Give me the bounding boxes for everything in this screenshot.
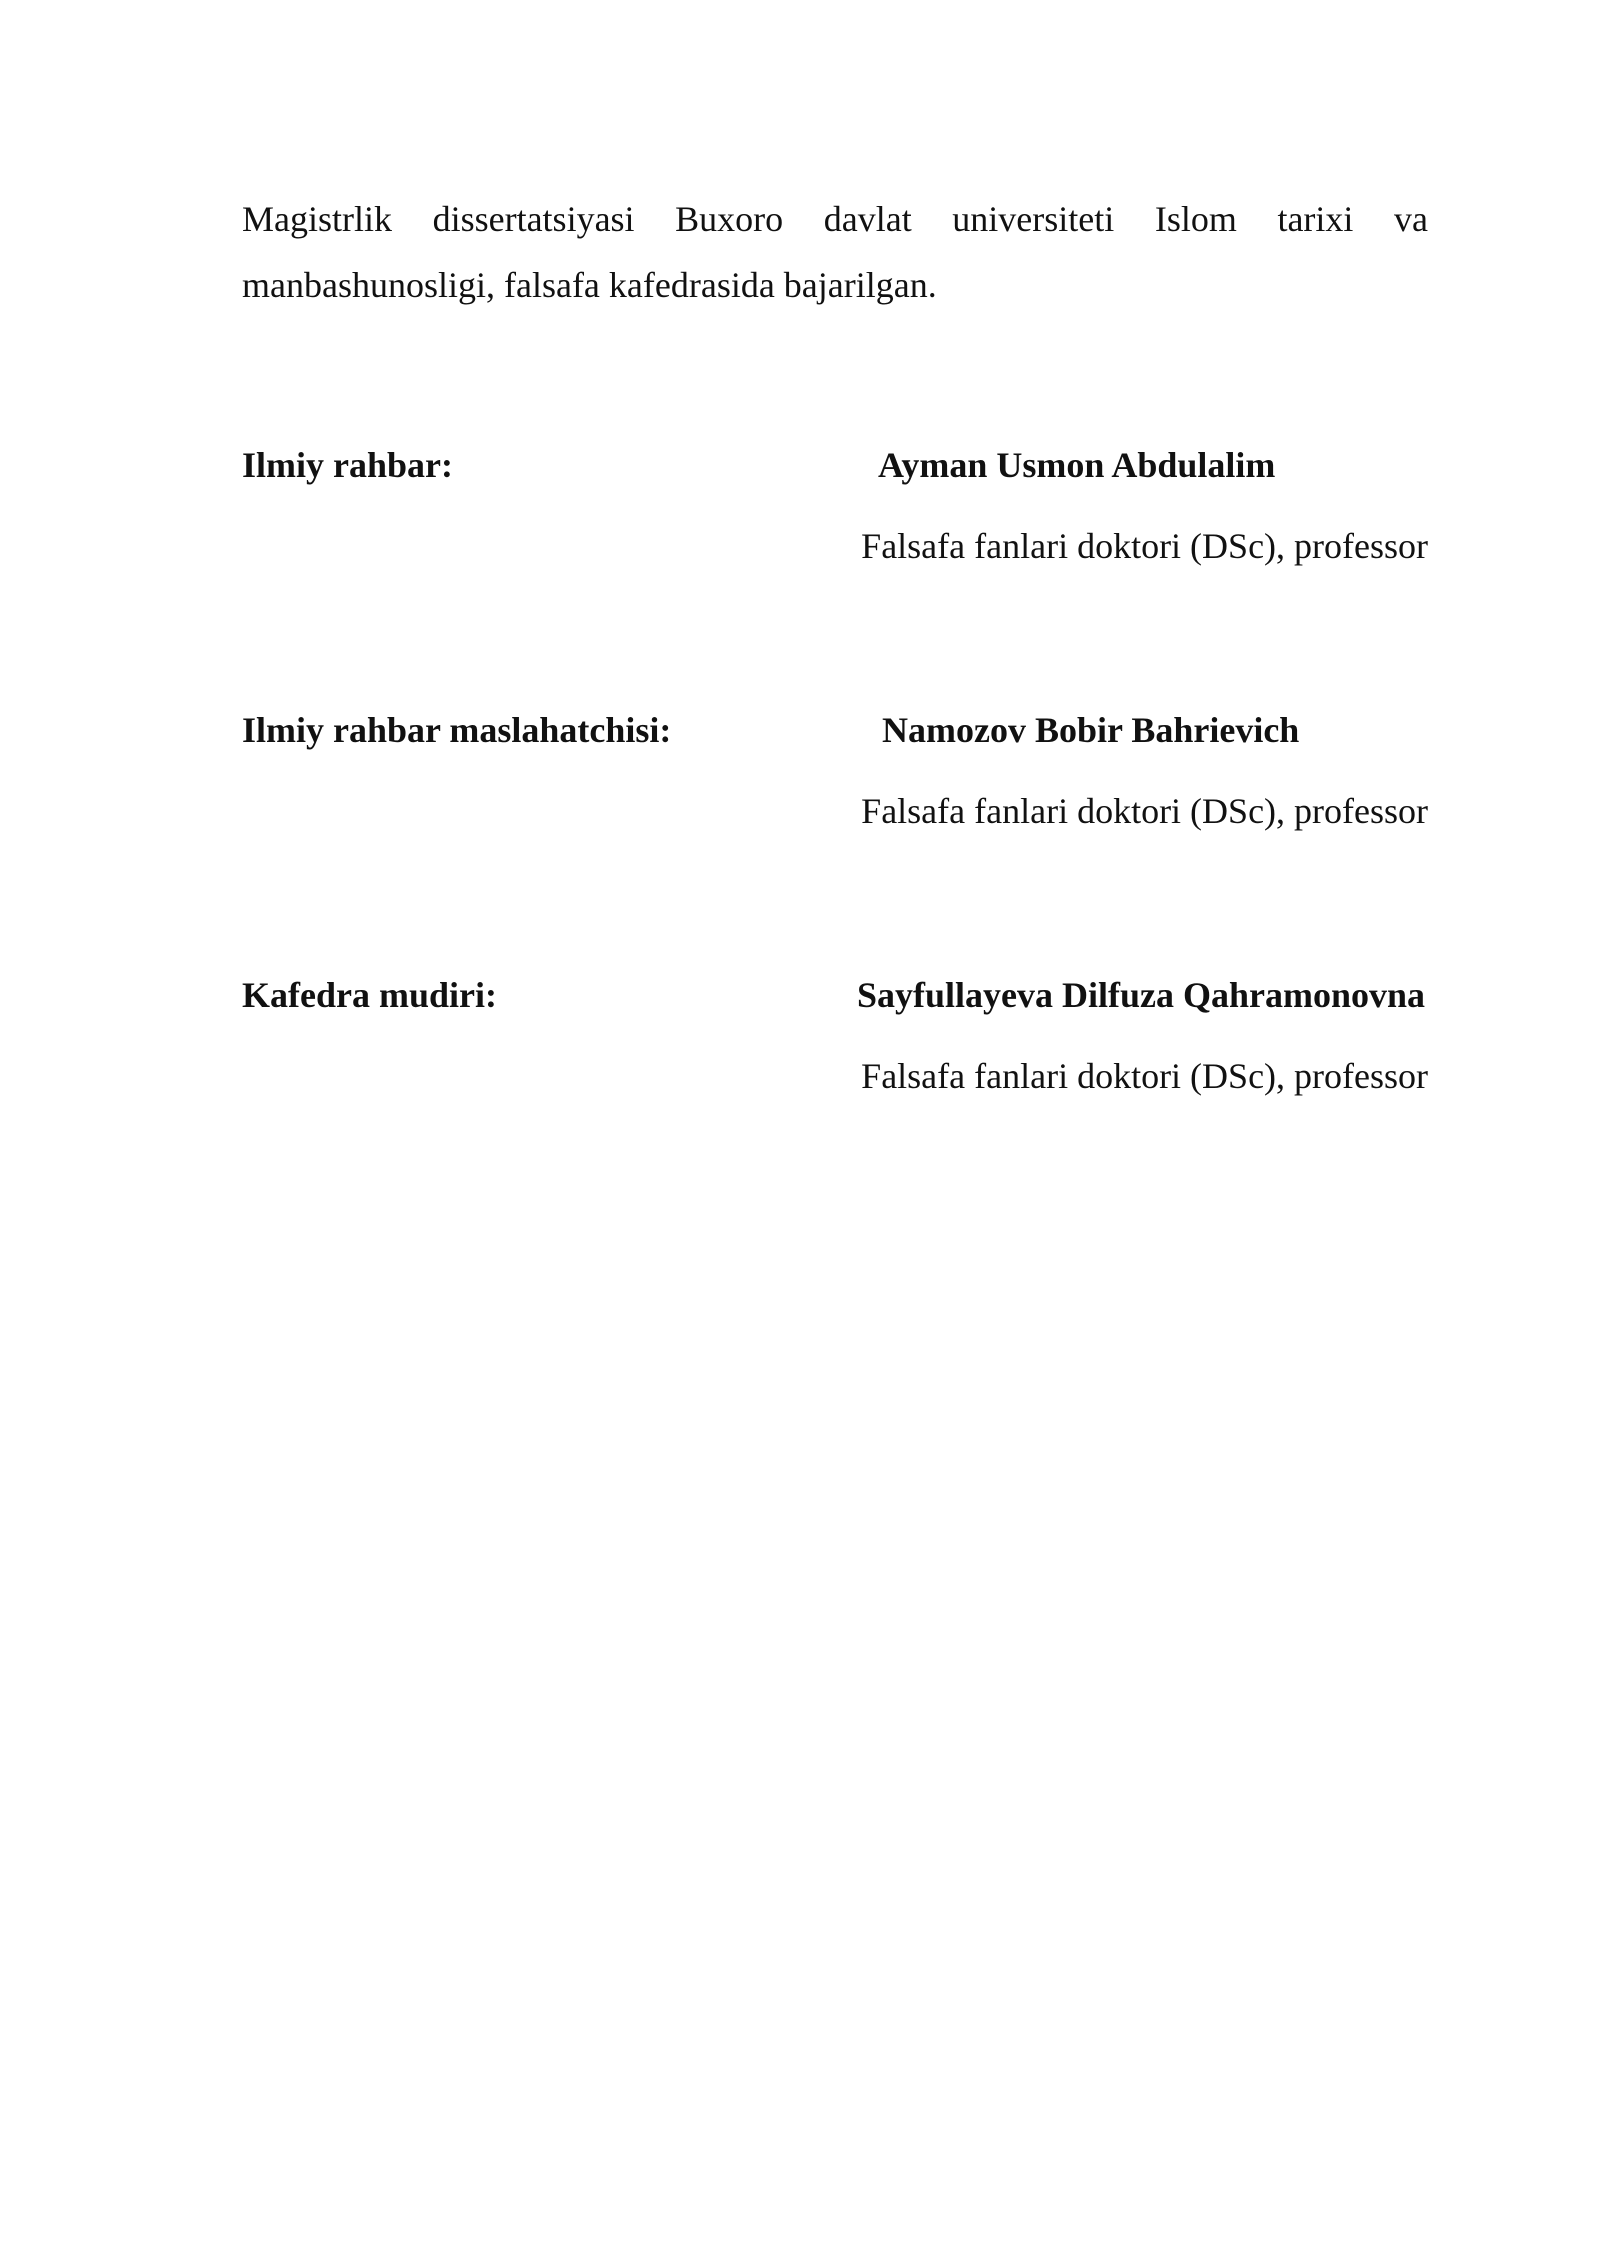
intro-paragraph: Magistrlik dissertatsiyasi Buxoro davlat universiteti Islom tarixi va manbashunosligi, falsafa kafedrasida bajarilgan. <box>242 199 1428 305</box>
department-head-name: Sayfullayeva Dilfuza Qahramonovna <box>856 975 1425 1015</box>
role-label-department-head: Kafedra mudiri: <box>242 975 497 1015</box>
consultant-name: Namozov Bobir Bahrievich <box>882 710 1300 750</box>
department-head-title: Falsafa fanlari doktori (DSc), professor <box>861 1056 1428 1096</box>
advisor-name: Ayman Usmon Abdulalim <box>878 445 1276 485</box>
role-label-advisor-consultant: Ilmiy rahbar maslahatchisi: <box>242 710 672 750</box>
advisor-title: Falsafa fanlari doktori (DSc), professor <box>861 526 1428 566</box>
consultant-title: Falsafa fanlari doktori (DSc), professor <box>861 791 1428 831</box>
role-label-scientific-advisor: Ilmiy rahbar: <box>242 445 453 485</box>
